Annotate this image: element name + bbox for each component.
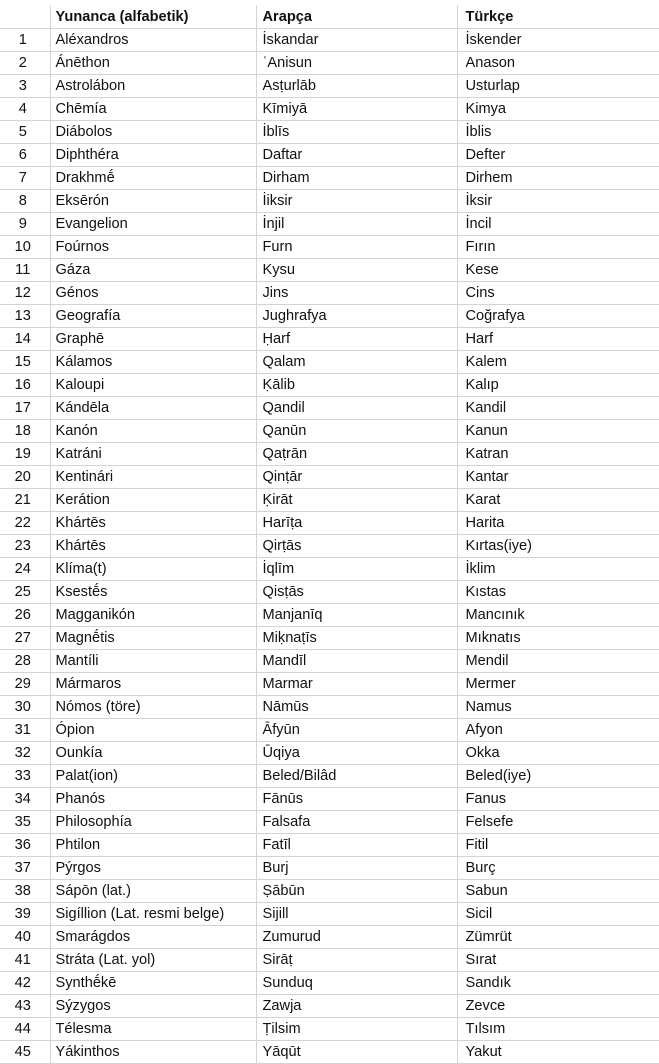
turkish-word: Kalem bbox=[457, 351, 659, 374]
turkish-word: Dirhem bbox=[457, 167, 659, 190]
arabic-word: Fatīl bbox=[256, 834, 457, 857]
greek-word: Magnḗtis bbox=[50, 627, 256, 650]
arabic-word: Falsafa bbox=[256, 811, 457, 834]
table-row bbox=[0, 213, 659, 236]
table-row bbox=[0, 374, 659, 397]
table-row bbox=[0, 627, 659, 650]
arabic-word: Ṭilsim bbox=[256, 1018, 457, 1041]
arabic-word: Harīṭa bbox=[256, 512, 457, 535]
turkish-word: Kese bbox=[457, 259, 659, 282]
row-number: 42 bbox=[0, 972, 50, 995]
row-number: 29 bbox=[0, 673, 50, 696]
table-row bbox=[0, 167, 659, 190]
arabic-word: Fānūs bbox=[256, 788, 457, 811]
turkish-word: Cins bbox=[457, 282, 659, 305]
turkish-word: Fanus bbox=[457, 788, 659, 811]
arabic-word: Qalam bbox=[256, 351, 457, 374]
table-row bbox=[0, 236, 659, 259]
greek-word: Télesma bbox=[50, 1018, 256, 1041]
greek-word: Kentinári bbox=[50, 466, 256, 489]
row-number: 7 bbox=[0, 167, 50, 190]
header-arabic: Arapça bbox=[256, 5, 457, 29]
table-row bbox=[0, 466, 659, 489]
greek-word: Synthḗkē bbox=[50, 972, 256, 995]
arabic-word: İnjil bbox=[256, 213, 457, 236]
row-number: 26 bbox=[0, 604, 50, 627]
greek-word: Yákinthos bbox=[50, 1041, 256, 1064]
table-row bbox=[0, 98, 659, 121]
table-row bbox=[0, 75, 659, 98]
table-row bbox=[0, 489, 659, 512]
arabic-word: Asṭurlāb bbox=[256, 75, 457, 98]
arabic-word: Yāqūt bbox=[256, 1041, 457, 1064]
arabic-word: Āfyūn bbox=[256, 719, 457, 742]
row-number: 32 bbox=[0, 742, 50, 765]
arabic-word: Qirṭās bbox=[256, 535, 457, 558]
row-number: 10 bbox=[0, 236, 50, 259]
greek-word: Aléxandros bbox=[50, 29, 256, 52]
row-number: 17 bbox=[0, 397, 50, 420]
row-number: 1 bbox=[0, 29, 50, 52]
row-number: 13 bbox=[0, 305, 50, 328]
row-number: 9 bbox=[0, 213, 50, 236]
greek-word: Chēmía bbox=[50, 98, 256, 121]
greek-word: Sigíllion (Lat. resmi belge) bbox=[50, 903, 256, 926]
turkish-word: İksir bbox=[457, 190, 659, 213]
row-number: 11 bbox=[0, 259, 50, 282]
arabic-word: Qanūn bbox=[256, 420, 457, 443]
turkish-word: Zevce bbox=[457, 995, 659, 1018]
arabic-word: Jughrafya bbox=[256, 305, 457, 328]
turkish-word: Coğrafya bbox=[457, 305, 659, 328]
row-number: 38 bbox=[0, 880, 50, 903]
turkish-word: İncil bbox=[457, 213, 659, 236]
arabic-word: Daftar bbox=[256, 144, 457, 167]
table-row bbox=[0, 581, 659, 604]
arabic-word: Qandil bbox=[256, 397, 457, 420]
greek-word: Gáza bbox=[50, 259, 256, 282]
table-body bbox=[0, 29, 659, 1064]
arabic-word: Burj bbox=[256, 857, 457, 880]
row-number: 20 bbox=[0, 466, 50, 489]
turkish-word: Mancınık bbox=[457, 604, 659, 627]
row-number: 18 bbox=[0, 420, 50, 443]
table-row bbox=[0, 397, 659, 420]
greek-word: Sýzygos bbox=[50, 995, 256, 1018]
arabic-word: Qisṭās bbox=[256, 581, 457, 604]
greek-word: Khártēs bbox=[50, 535, 256, 558]
turkish-word: Mıknatıs bbox=[457, 627, 659, 650]
table-row bbox=[0, 512, 659, 535]
turkish-word: Fırın bbox=[457, 236, 659, 259]
greek-word: Ópion bbox=[50, 719, 256, 742]
turkish-word: İskender bbox=[457, 29, 659, 52]
arabic-word: Manjanīq bbox=[256, 604, 457, 627]
row-number: 44 bbox=[0, 1018, 50, 1041]
greek-word: Phtilon bbox=[50, 834, 256, 857]
table-row bbox=[0, 144, 659, 167]
turkish-word: Tılsım bbox=[457, 1018, 659, 1041]
arabic-word: Jins bbox=[256, 282, 457, 305]
turkish-word: Kalıp bbox=[457, 374, 659, 397]
greek-word: Ánēthon bbox=[50, 52, 256, 75]
greek-word: Astrolábon bbox=[50, 75, 256, 98]
greek-word: Smarágdos bbox=[50, 926, 256, 949]
turkish-word: Burç bbox=[457, 857, 659, 880]
row-number: 4 bbox=[0, 98, 50, 121]
row-number: 5 bbox=[0, 121, 50, 144]
table-row bbox=[0, 351, 659, 374]
greek-word: Eksērón bbox=[50, 190, 256, 213]
arabic-word: İiksir bbox=[256, 190, 457, 213]
turkish-word: Katran bbox=[457, 443, 659, 466]
row-number: 35 bbox=[0, 811, 50, 834]
greek-word: Diábolos bbox=[50, 121, 256, 144]
row-number: 39 bbox=[0, 903, 50, 926]
row-number: 24 bbox=[0, 558, 50, 581]
arabic-word: Beled/Bilâd bbox=[256, 765, 457, 788]
turkish-word: Okka bbox=[457, 742, 659, 765]
arabic-word: Ḳirāt bbox=[256, 489, 457, 512]
table-row bbox=[0, 535, 659, 558]
table-row bbox=[0, 259, 659, 282]
turkish-word: Beled(iye) bbox=[457, 765, 659, 788]
row-number: 23 bbox=[0, 535, 50, 558]
greek-word: Sápōn (lat.) bbox=[50, 880, 256, 903]
row-number: 40 bbox=[0, 926, 50, 949]
turkish-word: Afyon bbox=[457, 719, 659, 742]
greek-word: Génos bbox=[50, 282, 256, 305]
greek-word: Graphē bbox=[50, 328, 256, 351]
turkish-word: İklim bbox=[457, 558, 659, 581]
greek-word: Foúrnos bbox=[50, 236, 256, 259]
arabic-word: Ḳālib bbox=[256, 374, 457, 397]
greek-word: Ounkía bbox=[50, 742, 256, 765]
row-number: 16 bbox=[0, 374, 50, 397]
table-row bbox=[0, 305, 659, 328]
table-row bbox=[0, 420, 659, 443]
turkish-word: Sırat bbox=[457, 949, 659, 972]
table-row bbox=[0, 857, 659, 880]
table-row bbox=[0, 1041, 659, 1064]
row-number: 14 bbox=[0, 328, 50, 351]
row-number: 45 bbox=[0, 1041, 50, 1064]
greek-word: Mármaros bbox=[50, 673, 256, 696]
table-row bbox=[0, 52, 659, 75]
table-row bbox=[0, 880, 659, 903]
greek-word: Phanós bbox=[50, 788, 256, 811]
arabic-word: Kīmiyā bbox=[256, 98, 457, 121]
arabic-word: Ṣābūn bbox=[256, 880, 457, 903]
arabic-word: Zawja bbox=[256, 995, 457, 1018]
turkish-word: Kırtas(iye) bbox=[457, 535, 659, 558]
turkish-word: Karat bbox=[457, 489, 659, 512]
turkish-word: Harf bbox=[457, 328, 659, 351]
arabic-word: Mandīl bbox=[256, 650, 457, 673]
arabic-word: Qinṭār bbox=[256, 466, 457, 489]
row-number: 25 bbox=[0, 581, 50, 604]
table-row bbox=[0, 558, 659, 581]
greek-word: Geografía bbox=[50, 305, 256, 328]
row-number: 12 bbox=[0, 282, 50, 305]
arabic-word: İskandar bbox=[256, 29, 457, 52]
greek-word: Palat(ion) bbox=[50, 765, 256, 788]
turkish-word: Kimya bbox=[457, 98, 659, 121]
row-number: 2 bbox=[0, 52, 50, 75]
table-row bbox=[0, 190, 659, 213]
table-row bbox=[0, 834, 659, 857]
arabic-word: Dirham bbox=[256, 167, 457, 190]
arabic-word: Sijill bbox=[256, 903, 457, 926]
table-row bbox=[0, 903, 659, 926]
table-row bbox=[0, 650, 659, 673]
greek-word: Kerátion bbox=[50, 489, 256, 512]
table-row bbox=[0, 765, 659, 788]
table-row bbox=[0, 673, 659, 696]
table-row bbox=[0, 949, 659, 972]
greek-word: Mantíli bbox=[50, 650, 256, 673]
greek-word: Philosophía bbox=[50, 811, 256, 834]
turkish-word: Kantar bbox=[457, 466, 659, 489]
row-number: 37 bbox=[0, 857, 50, 880]
greek-word: Nómos (töre) bbox=[50, 696, 256, 719]
table-row bbox=[0, 604, 659, 627]
greek-word: Diphthéra bbox=[50, 144, 256, 167]
row-number: 28 bbox=[0, 650, 50, 673]
turkish-word: İblis bbox=[457, 121, 659, 144]
turkish-word: Kandil bbox=[457, 397, 659, 420]
turkish-word: Sandık bbox=[457, 972, 659, 995]
turkish-word: Mendil bbox=[457, 650, 659, 673]
arabic-word: Zumurud bbox=[256, 926, 457, 949]
turkish-word: Defter bbox=[457, 144, 659, 167]
turkish-word: Kanun bbox=[457, 420, 659, 443]
turkish-word: Sabun bbox=[457, 880, 659, 903]
table-row bbox=[0, 696, 659, 719]
row-number: 30 bbox=[0, 696, 50, 719]
arabic-word: Kysu bbox=[256, 259, 457, 282]
arabic-word: Ḥarf bbox=[256, 328, 457, 351]
row-number: 31 bbox=[0, 719, 50, 742]
greek-word: Evangelion bbox=[50, 213, 256, 236]
arabic-word: İblīs bbox=[256, 121, 457, 144]
greek-word: Drakhmḗ bbox=[50, 167, 256, 190]
arabic-word: Miḳnaṭīs bbox=[256, 627, 457, 650]
greek-word: Kaloupi bbox=[50, 374, 256, 397]
row-number: 27 bbox=[0, 627, 50, 650]
table-row bbox=[0, 926, 659, 949]
greek-word: Kándēla bbox=[50, 397, 256, 420]
turkish-word: Sicil bbox=[457, 903, 659, 926]
greek-word: Kanón bbox=[50, 420, 256, 443]
turkish-word: Zümrüt bbox=[457, 926, 659, 949]
row-number: 15 bbox=[0, 351, 50, 374]
header-greek: Yunanca (alfabetik) bbox=[50, 5, 256, 29]
row-number: 21 bbox=[0, 489, 50, 512]
arabic-word: İqlīm bbox=[256, 558, 457, 581]
turkish-word: Felsefe bbox=[457, 811, 659, 834]
row-number: 34 bbox=[0, 788, 50, 811]
table-row bbox=[0, 742, 659, 765]
greek-word: Kálamos bbox=[50, 351, 256, 374]
arabic-word: ʿAnisun bbox=[256, 52, 457, 75]
table-row bbox=[0, 788, 659, 811]
arabic-word: Ūqiya bbox=[256, 742, 457, 765]
arabic-word: Sirāṭ bbox=[256, 949, 457, 972]
table-row bbox=[0, 29, 659, 52]
table-row bbox=[0, 995, 659, 1018]
arabic-word: Sunduq bbox=[256, 972, 457, 995]
table-row bbox=[0, 811, 659, 834]
greek-word: Ksestḗs bbox=[50, 581, 256, 604]
row-number: 22 bbox=[0, 512, 50, 535]
row-number: 41 bbox=[0, 949, 50, 972]
row-number: 33 bbox=[0, 765, 50, 788]
turkish-word: Fitil bbox=[457, 834, 659, 857]
greek-word: Stráta (Lat. yol) bbox=[50, 949, 256, 972]
row-number: 43 bbox=[0, 995, 50, 1018]
arabic-word: Nāmūs bbox=[256, 696, 457, 719]
turkish-word: Namus bbox=[457, 696, 659, 719]
turkish-word: Mermer bbox=[457, 673, 659, 696]
header-number bbox=[0, 5, 50, 29]
table-row bbox=[0, 719, 659, 742]
row-number: 19 bbox=[0, 443, 50, 466]
row-number: 3 bbox=[0, 75, 50, 98]
header-turkish: Türkçe bbox=[457, 5, 659, 29]
table-row bbox=[0, 972, 659, 995]
greek-word: Klíma(t) bbox=[50, 558, 256, 581]
row-number: 8 bbox=[0, 190, 50, 213]
turkish-word: Yakut bbox=[457, 1041, 659, 1064]
etymology-table bbox=[0, 5, 659, 1064]
turkish-word: Kıstas bbox=[457, 581, 659, 604]
table-header-row bbox=[0, 5, 659, 29]
greek-word: Pýrgos bbox=[50, 857, 256, 880]
arabic-word: Marmar bbox=[256, 673, 457, 696]
row-number: 36 bbox=[0, 834, 50, 857]
turkish-word: Usturlap bbox=[457, 75, 659, 98]
greek-word: Khártēs bbox=[50, 512, 256, 535]
greek-word: Katráni bbox=[50, 443, 256, 466]
arabic-word: Qaṭrān bbox=[256, 443, 457, 466]
greek-word: Magganikón bbox=[50, 604, 256, 627]
table-row bbox=[0, 121, 659, 144]
turkish-word: Harita bbox=[457, 512, 659, 535]
table-row bbox=[0, 328, 659, 351]
table-row bbox=[0, 1018, 659, 1041]
turkish-word: Anason bbox=[457, 52, 659, 75]
arabic-word: Furn bbox=[256, 236, 457, 259]
table-row bbox=[0, 282, 659, 305]
table-row bbox=[0, 443, 659, 466]
row-number: 6 bbox=[0, 144, 50, 167]
